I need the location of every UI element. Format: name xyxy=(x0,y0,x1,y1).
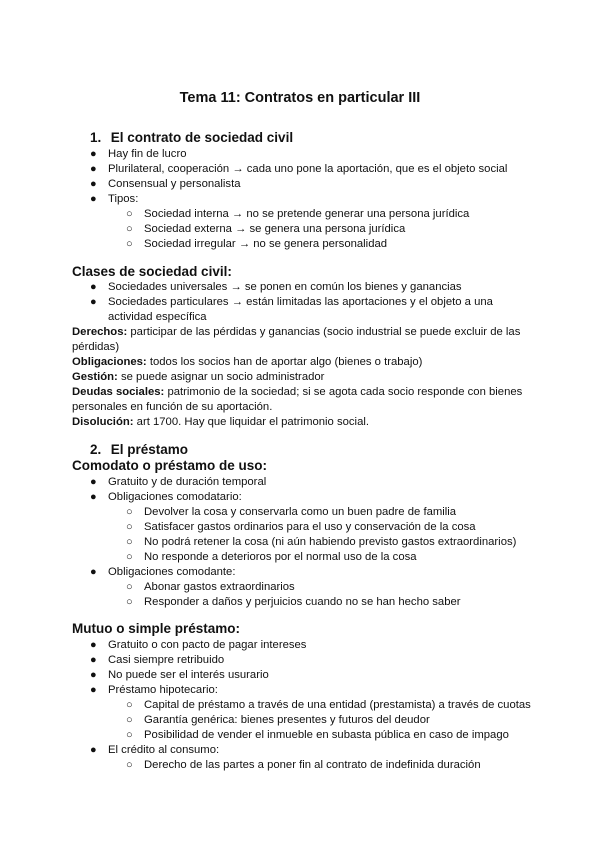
sub-list-item: Responder a daños y perjuicios cuando no se han hecho saber xyxy=(144,596,461,608)
list-item: Tipos: xyxy=(108,193,139,205)
sub-list-item: Sociedad interna → no se pretende generar una persona jurídica xyxy=(144,208,470,220)
list-item: Plurilateral, cooperación → cada uno pone la aportación, que es el objeto social xyxy=(108,163,508,175)
bullet-icon: ● xyxy=(90,193,97,205)
derechos-text: participar de las pérdidas y ganancias (socio industrial se puede excluir de las xyxy=(130,326,521,338)
list-item: Hay fin de lucro xyxy=(108,148,187,160)
derechos-paragraph xyxy=(72,325,520,340)
list-item: Obligaciones comodatario: xyxy=(108,491,242,503)
hollow-bullet-icon: ○ xyxy=(126,729,133,741)
list-item: Gratuito y de duración temporal xyxy=(108,476,267,488)
list-item: Obligaciones comodante: xyxy=(108,566,236,578)
disolucion-paragraph xyxy=(72,415,369,430)
list-item: Sociedades particulares → están limitadas las aportaciones y el objeto a una xyxy=(108,296,493,308)
bullet-icon: ● xyxy=(90,163,97,175)
hollow-bullet-icon: ○ xyxy=(126,208,133,220)
hollow-bullet-icon: ○ xyxy=(126,223,133,235)
list-item: Préstamo hipotecario: xyxy=(108,684,218,696)
list-item: Gratuito o con pacto de pagar intereses xyxy=(108,639,307,651)
bullet-icon: ● xyxy=(90,281,97,293)
clases-heading: Clases de sociedad civil: xyxy=(72,264,232,279)
bullet-icon: ● xyxy=(90,491,97,503)
sub-list-item: Derecho de las partes a poner fin al contrato de indefinida duración xyxy=(144,759,481,771)
bullet-icon: ● xyxy=(90,639,97,651)
hollow-bullet-icon: ○ xyxy=(126,596,133,608)
sub-list-item: Garantía genérica: bienes presentes y futuros del deudor xyxy=(144,714,430,726)
hollow-bullet-icon: ○ xyxy=(126,699,133,711)
obligaciones-paragraph xyxy=(72,355,422,370)
hollow-bullet-icon: ○ xyxy=(126,238,133,250)
deudas-paragraph xyxy=(72,385,522,400)
list-item: El crédito al consumo: xyxy=(108,744,220,756)
disolucion-label: Disolución: xyxy=(72,416,134,428)
list-item-continuation: actividad específica xyxy=(108,311,207,323)
deudas-text: patrimonio de la sociedad; si se agota cada socio responde con bienes xyxy=(167,386,523,398)
list-item: Casi siempre retribuido xyxy=(108,654,225,666)
hollow-bullet-icon: ○ xyxy=(126,581,133,593)
bullet-icon: ● xyxy=(90,669,97,681)
disolucion-text: art 1700. Hay que liquidar el patrimonio social. xyxy=(136,416,369,428)
gestion-text: se puede asignar un socio administrador xyxy=(120,371,325,383)
obligaciones-label: Obligaciones: xyxy=(72,356,147,368)
bullet-icon: ● xyxy=(90,296,97,308)
section-1-number: 1. xyxy=(90,130,102,145)
bullet-icon: ● xyxy=(90,178,97,190)
bullet-icon: ● xyxy=(90,566,97,578)
obligaciones-text: todos los socios han de aportar algo (bienes o trabajo) xyxy=(149,356,423,368)
derechos-continuation: pérdidas) xyxy=(72,341,120,353)
sub-list-item: Sociedad irregular → no se genera personalidad xyxy=(144,238,388,250)
deudas-continuation: personales en función de su aportación. xyxy=(72,401,273,413)
section-2-heading xyxy=(90,442,188,457)
hollow-bullet-icon: ○ xyxy=(126,506,133,518)
mutuo-heading: Mutuo o simple préstamo: xyxy=(72,621,241,636)
document-title: Tema 11: Contratos en particular III xyxy=(179,90,421,106)
list-item: No puede ser el interés usurario xyxy=(108,669,269,681)
hollow-bullet-icon: ○ xyxy=(126,759,133,771)
section-2-number: 2. xyxy=(90,442,102,457)
hollow-bullet-icon: ○ xyxy=(126,551,133,563)
hollow-bullet-icon: ○ xyxy=(126,536,133,548)
sub-list-item: No responde a deterioros por el normal uso de la cosa xyxy=(144,551,417,563)
hollow-bullet-icon: ○ xyxy=(126,714,133,726)
comodato-heading: Comodato o préstamo de uso: xyxy=(72,458,268,473)
derechos-label: Derechos: xyxy=(72,326,128,338)
hollow-bullet-icon: ○ xyxy=(126,521,133,533)
bullet-icon: ● xyxy=(90,476,97,488)
gestion-paragraph xyxy=(72,370,324,385)
sub-list-item: Satisfacer gastos ordinarios para el uso y conservación de la cosa xyxy=(144,521,476,533)
sub-list-item: Sociedad externa → se genera una persona jurídica xyxy=(144,223,406,235)
section-1-heading xyxy=(90,130,293,145)
bullet-icon: ● xyxy=(90,684,97,696)
sub-list-item: Capital de préstamo a través de una entidad (prestamista) a través de cuotas xyxy=(144,699,531,711)
list-item: Sociedades universales → se ponen en común los bienes y ganancias xyxy=(108,281,462,293)
section-1-title: El contrato de sociedad civil xyxy=(110,130,294,145)
gestion-label: Gestión: xyxy=(72,371,118,383)
sub-list-item: Abonar gastos extraordinarios xyxy=(144,581,295,593)
bullet-icon: ● xyxy=(90,654,97,666)
bullet-icon: ● xyxy=(90,744,97,756)
deudas-label: Deudas sociales: xyxy=(72,386,165,398)
bullet-icon: ● xyxy=(90,148,97,160)
sub-list-item: No podrá retener la cosa (ni aún habiendo previsto gastos extraordinarios) xyxy=(144,536,517,548)
section-2-title: El préstamo xyxy=(110,442,189,457)
sub-list-item: Devolver la cosa y conservarla como un buen padre de familia xyxy=(144,506,457,518)
list-item: Consensual y personalista xyxy=(108,178,241,190)
sub-list-item: Posibilidad de vender el inmueble en subasta pública en caso de impago xyxy=(144,729,509,741)
